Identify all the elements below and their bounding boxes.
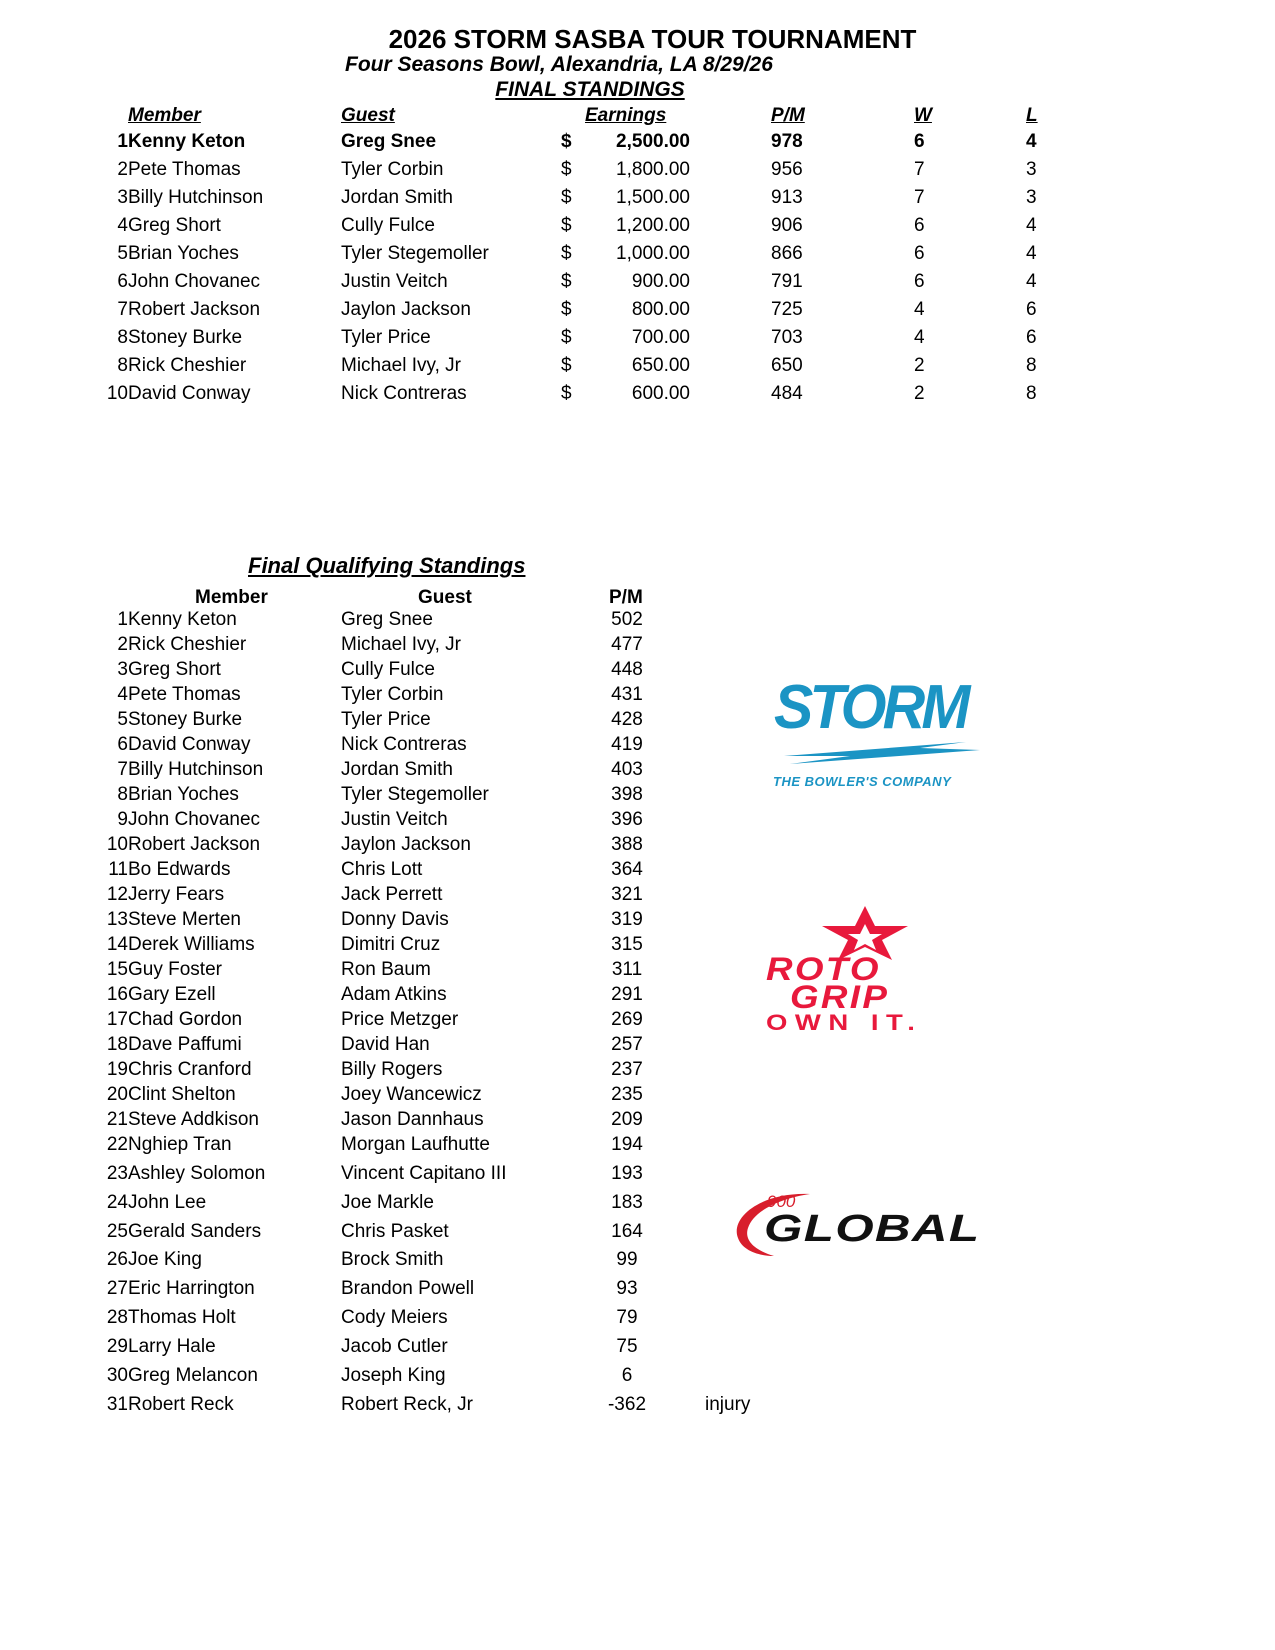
losses-cell: 4 bbox=[1026, 131, 1037, 152]
member-cell: Billy Hutchinson bbox=[128, 187, 264, 208]
list-item bbox=[0, 1009, 1275, 1034]
pm-cell: 403 bbox=[611, 759, 643, 780]
pm-cell: 164 bbox=[611, 1221, 643, 1242]
storm-wordmark: STORM bbox=[774, 673, 967, 742]
member-cell: Gerald Sanders bbox=[128, 1221, 262, 1242]
rotogrip-tagline: OWN IT. bbox=[766, 1010, 923, 1035]
member-cell: Pete Thomas bbox=[128, 684, 241, 705]
pm-cell: 235 bbox=[611, 1084, 643, 1105]
member-cell: Clint Shelton bbox=[128, 1084, 236, 1105]
member-cell: Billy Hutchinson bbox=[128, 759, 264, 780]
pm-cell: 257 bbox=[611, 1034, 643, 1055]
member-cell: Stoney Burke bbox=[128, 327, 243, 348]
rank-cell: 22 bbox=[106, 1134, 128, 1155]
pm-cell: 269 bbox=[611, 1009, 643, 1030]
currency-cell: $ bbox=[561, 355, 572, 376]
member-cell: Greg Melancon bbox=[128, 1365, 258, 1386]
member-cell: Robert Jackson bbox=[128, 834, 261, 855]
table-row bbox=[0, 131, 1275, 159]
list-item bbox=[0, 609, 1275, 634]
list-item bbox=[0, 1034, 1275, 1059]
losses-cell: 4 bbox=[1026, 271, 1037, 292]
guest-cell: Adam Atkins bbox=[341, 984, 447, 1005]
member-cell: Guy Foster bbox=[128, 959, 222, 980]
losses-cell: 3 bbox=[1026, 159, 1037, 180]
member-cell: Gary Ezell bbox=[128, 984, 216, 1005]
currency-cell: $ bbox=[561, 215, 572, 236]
pm-cell: 906 bbox=[771, 215, 803, 236]
list-item bbox=[0, 1109, 1275, 1134]
earnings-cell: 700.00 bbox=[631, 327, 690, 348]
list-item bbox=[0, 1163, 1275, 1188]
guest-cell: Jason Dannhaus bbox=[341, 1109, 484, 1130]
rank-cell: 30 bbox=[106, 1365, 128, 1386]
list-item bbox=[0, 1307, 1275, 1332]
guest-cell: Ron Baum bbox=[341, 959, 431, 980]
list-item bbox=[0, 709, 1275, 734]
currency-cell: $ bbox=[561, 159, 572, 180]
pm-cell: 237 bbox=[611, 1059, 643, 1080]
pm-cell: 703 bbox=[771, 327, 803, 348]
rotogrip-line2: GRIP bbox=[790, 979, 890, 1015]
losses-cell: 4 bbox=[1026, 215, 1037, 236]
pm-cell: 99 bbox=[616, 1249, 638, 1270]
list-item bbox=[0, 759, 1275, 784]
pm-cell: 484 bbox=[771, 383, 803, 404]
earnings-cell: 1,000.00 bbox=[616, 243, 690, 264]
global900-number: 900 bbox=[767, 1192, 796, 1211]
member-cell: Rick Cheshier bbox=[128, 634, 247, 655]
currency-cell: $ bbox=[561, 187, 572, 208]
member-cell: David Conway bbox=[128, 383, 251, 404]
pm-cell: 6 bbox=[621, 1365, 633, 1386]
list-item bbox=[0, 1134, 1275, 1159]
pm-cell: 650 bbox=[771, 355, 803, 376]
member-cell: Jerry Fears bbox=[128, 884, 225, 905]
guest-cell: Michael Ivy, Jr bbox=[341, 355, 462, 376]
table-row bbox=[0, 383, 1275, 411]
rank-cell: 6 bbox=[117, 734, 128, 755]
list-item bbox=[0, 634, 1275, 659]
guest-cell: Chris Pasket bbox=[341, 1221, 449, 1242]
rank-cell: 15 bbox=[106, 959, 128, 980]
pm-cell: 477 bbox=[611, 634, 643, 655]
pm-cell: 364 bbox=[611, 859, 643, 880]
pm-cell: 725 bbox=[771, 299, 803, 320]
qual-column-header-guest: Guest bbox=[418, 587, 472, 608]
guest-cell: Robert Reck, Jr bbox=[341, 1394, 473, 1415]
rank-cell: 10 bbox=[106, 383, 128, 404]
pm-cell: 311 bbox=[611, 959, 643, 980]
pm-cell: 315 bbox=[611, 934, 643, 955]
table-row bbox=[0, 299, 1275, 327]
wins-cell: 6 bbox=[914, 131, 925, 152]
rank-cell: 26 bbox=[106, 1249, 128, 1270]
rank-cell: 16 bbox=[106, 984, 128, 1005]
list-item bbox=[0, 859, 1275, 884]
guest-cell: Jordan Smith bbox=[341, 187, 453, 208]
guest-cell: Tyler Corbin bbox=[341, 684, 444, 705]
rank-cell: 5 bbox=[117, 709, 128, 730]
pm-cell: 956 bbox=[771, 159, 803, 180]
pm-cell: 502 bbox=[611, 609, 643, 630]
page-title: 2026 STORM SASBA TOUR TOURNAMENT bbox=[388, 24, 917, 54]
list-item bbox=[0, 909, 1275, 934]
earnings-cell: 800.00 bbox=[631, 299, 690, 320]
wins-cell: 2 bbox=[914, 383, 925, 404]
member-cell: John Lee bbox=[128, 1192, 207, 1213]
member-cell: Larry Hale bbox=[128, 1336, 216, 1357]
guest-cell: Nick Contreras bbox=[341, 734, 467, 755]
guest-cell: Cody Meiers bbox=[341, 1307, 448, 1328]
guest-cell: Jaylon Jackson bbox=[341, 299, 471, 320]
rank-cell: 19 bbox=[106, 1059, 128, 1080]
rank-cell: 3 bbox=[117, 187, 128, 208]
column-header-member: Member bbox=[128, 105, 201, 126]
guest-cell: Tyler Price bbox=[341, 327, 431, 348]
member-cell: Bo Edwards bbox=[128, 859, 231, 880]
wins-cell: 6 bbox=[914, 215, 925, 236]
member-cell: John Chovanec bbox=[128, 809, 261, 830]
list-item bbox=[0, 784, 1275, 809]
pm-cell: 396 bbox=[611, 809, 643, 830]
list-item bbox=[0, 1278, 1275, 1303]
pm-cell: 419 bbox=[611, 734, 643, 755]
pm-cell: 291 bbox=[611, 984, 643, 1005]
losses-cell: 6 bbox=[1026, 299, 1037, 320]
table-row bbox=[0, 159, 1275, 187]
rank-cell: 9 bbox=[117, 809, 128, 830]
member-cell: Kenny Keton bbox=[128, 131, 246, 152]
list-item bbox=[0, 1192, 1275, 1217]
guest-cell: Tyler Stegemoller bbox=[341, 243, 489, 264]
list-item bbox=[0, 884, 1275, 909]
guest-cell: Brandon Powell bbox=[341, 1278, 475, 1299]
pm-cell: 321 bbox=[611, 884, 643, 905]
guest-cell: Jack Perrett bbox=[341, 884, 443, 905]
rank-cell: 6 bbox=[117, 271, 128, 292]
currency-cell: $ bbox=[561, 327, 572, 348]
list-item bbox=[0, 659, 1275, 684]
pm-cell: 866 bbox=[771, 243, 803, 264]
pm-cell: 319 bbox=[611, 909, 643, 930]
rank-cell: 23 bbox=[106, 1163, 128, 1184]
guest-cell: Nick Contreras bbox=[341, 383, 467, 404]
list-item bbox=[0, 959, 1275, 984]
guest-cell: Jordan Smith bbox=[341, 759, 453, 780]
rank-cell: 20 bbox=[106, 1084, 128, 1105]
rank-cell: 21 bbox=[106, 1109, 128, 1130]
note-cell: injury bbox=[705, 1394, 751, 1415]
rank-cell: 8 bbox=[117, 327, 128, 348]
earnings-cell: 2,500.00 bbox=[616, 131, 690, 152]
earnings-cell: 1,500.00 bbox=[616, 187, 690, 208]
global900-logo bbox=[730, 1190, 1030, 1260]
member-cell: Steve Merten bbox=[128, 909, 241, 930]
rank-cell: 27 bbox=[106, 1278, 128, 1299]
rank-cell: 12 bbox=[106, 884, 128, 905]
rank-cell: 18 bbox=[106, 1034, 128, 1055]
member-cell: David Conway bbox=[128, 734, 251, 755]
earnings-cell: 900.00 bbox=[631, 271, 690, 292]
wins-cell: 4 bbox=[914, 327, 925, 348]
list-item bbox=[0, 984, 1275, 1009]
pm-cell: 428 bbox=[611, 709, 643, 730]
rank-cell: 1 bbox=[117, 131, 128, 152]
table-row bbox=[0, 327, 1275, 355]
currency-cell: $ bbox=[561, 383, 572, 404]
member-cell: Steve Addkison bbox=[128, 1109, 259, 1130]
member-cell: Robert Reck bbox=[128, 1394, 234, 1415]
list-item bbox=[0, 1059, 1275, 1084]
guest-cell: David Han bbox=[341, 1034, 430, 1055]
earnings-cell: 650.00 bbox=[631, 355, 690, 376]
guest-cell: Jacob Cutler bbox=[341, 1336, 448, 1357]
member-cell: Stoney Burke bbox=[128, 709, 243, 730]
rank-cell: 4 bbox=[117, 684, 128, 705]
guest-cell: Cully Fulce bbox=[341, 659, 435, 680]
list-item bbox=[0, 934, 1275, 959]
guest-cell: Donny Davis bbox=[341, 909, 449, 930]
rank-cell: 10 bbox=[106, 834, 128, 855]
guest-cell: Price Metzger bbox=[341, 1009, 459, 1030]
rank-cell: 2 bbox=[117, 159, 128, 180]
column-header-earnings: Earnings bbox=[585, 105, 667, 126]
guest-cell: Morgan Laufhutte bbox=[341, 1134, 490, 1155]
pm-cell: 913 bbox=[771, 187, 803, 208]
rank-cell: 31 bbox=[106, 1394, 128, 1415]
list-item bbox=[0, 834, 1275, 859]
pm-cell: 448 bbox=[611, 659, 643, 680]
rank-cell: 7 bbox=[117, 299, 128, 320]
rank-cell: 24 bbox=[106, 1192, 128, 1213]
guest-cell: Cully Fulce bbox=[341, 215, 435, 236]
pm-cell: 209 bbox=[611, 1109, 643, 1130]
table-row bbox=[0, 355, 1275, 383]
rank-cell: 8 bbox=[117, 784, 128, 805]
rank-cell: 17 bbox=[106, 1009, 128, 1030]
wins-cell: 6 bbox=[914, 243, 925, 264]
column-header-pm: P/M bbox=[771, 105, 805, 126]
list-item bbox=[0, 1365, 1275, 1390]
list-item bbox=[0, 1336, 1275, 1361]
guest-cell: Tyler Corbin bbox=[341, 159, 444, 180]
guest-cell: Tyler Price bbox=[341, 709, 431, 730]
guest-cell: Jaylon Jackson bbox=[341, 834, 471, 855]
rank-cell: 5 bbox=[117, 243, 128, 264]
pm-cell: 93 bbox=[616, 1278, 638, 1299]
earnings-cell: 1,200.00 bbox=[616, 215, 690, 236]
table-row bbox=[0, 215, 1275, 243]
currency-cell: $ bbox=[561, 271, 572, 292]
wins-cell: 7 bbox=[914, 187, 925, 208]
member-cell: Greg Short bbox=[128, 659, 221, 680]
pm-cell: 79 bbox=[616, 1307, 638, 1328]
guest-cell: Greg Snee bbox=[341, 609, 433, 630]
currency-cell: $ bbox=[561, 243, 572, 264]
pm-cell: 75 bbox=[616, 1336, 638, 1357]
currency-cell: $ bbox=[561, 131, 572, 152]
guest-cell: Michael Ivy, Jr bbox=[341, 634, 462, 655]
list-item bbox=[0, 1249, 1275, 1274]
losses-cell: 8 bbox=[1026, 383, 1037, 404]
member-cell: Rick Cheshier bbox=[128, 355, 247, 376]
qual-column-header-member: Member bbox=[195, 587, 268, 608]
pm-cell: 791 bbox=[771, 271, 803, 292]
list-item bbox=[0, 734, 1275, 759]
pm-cell: 193 bbox=[611, 1163, 643, 1184]
guest-cell: Joe Markle bbox=[341, 1192, 434, 1213]
rank-cell: 2 bbox=[117, 634, 128, 655]
member-cell: Chad Gordon bbox=[128, 1009, 243, 1030]
rank-cell: 29 bbox=[106, 1336, 128, 1357]
storm-tagline: THE BOWLER'S COMPANY bbox=[773, 774, 952, 789]
member-cell: Ashley Solomon bbox=[128, 1163, 266, 1184]
pm-cell: 431 bbox=[611, 684, 643, 705]
pm-cell: 194 bbox=[611, 1134, 643, 1155]
guest-cell: Chris Lott bbox=[341, 859, 423, 880]
guest-cell: Brock Smith bbox=[341, 1249, 444, 1270]
guest-cell: Billy Rogers bbox=[341, 1059, 443, 1080]
qualifying-standings-heading: Final Qualifying Standings bbox=[248, 553, 526, 578]
losses-cell: 6 bbox=[1026, 327, 1037, 348]
rank-cell: 25 bbox=[106, 1221, 128, 1242]
member-cell: Brian Yoches bbox=[128, 784, 239, 805]
pm-cell: 183 bbox=[611, 1192, 643, 1213]
currency-cell: $ bbox=[561, 299, 572, 320]
pm-cell: 398 bbox=[611, 784, 643, 805]
wins-cell: 7 bbox=[914, 159, 925, 180]
guest-cell: Greg Snee bbox=[341, 131, 437, 152]
earnings-cell: 1,800.00 bbox=[616, 159, 690, 180]
rank-cell: 28 bbox=[106, 1307, 128, 1328]
storm-logo bbox=[770, 673, 1010, 796]
member-cell: Kenny Keton bbox=[128, 609, 237, 630]
column-header-w: W bbox=[914, 105, 932, 126]
qual-column-header-pm: P/M bbox=[609, 587, 643, 608]
losses-cell: 4 bbox=[1026, 243, 1037, 264]
rank-cell: 1 bbox=[117, 609, 128, 630]
member-cell: Greg Short bbox=[128, 215, 221, 236]
table-row bbox=[0, 187, 1275, 215]
member-cell: Chris Cranford bbox=[128, 1059, 252, 1080]
guest-cell: Justin Veitch bbox=[341, 271, 448, 292]
list-item bbox=[0, 1394, 1275, 1419]
member-cell: John Chovanec bbox=[128, 271, 261, 292]
column-header-guest: Guest bbox=[341, 105, 395, 126]
list-item bbox=[0, 1084, 1275, 1109]
member-cell: Robert Jackson bbox=[128, 299, 261, 320]
rank-cell: 7 bbox=[117, 759, 128, 780]
wins-cell: 6 bbox=[914, 271, 925, 292]
member-cell: Dave Paffumi bbox=[128, 1034, 242, 1055]
rank-cell: 4 bbox=[117, 215, 128, 236]
pm-cell: -362 bbox=[607, 1394, 647, 1415]
venue-date-subtitle: Four Seasons Bowl, Alexandria, LA 8/29/26 bbox=[345, 53, 773, 76]
table-row bbox=[0, 243, 1275, 271]
pm-cell: 388 bbox=[611, 834, 643, 855]
member-cell: Eric Harrington bbox=[128, 1278, 255, 1299]
rotogrip-line1: ROTO bbox=[766, 951, 881, 987]
rank-cell: 8 bbox=[117, 355, 128, 376]
rank-cell: 3 bbox=[117, 659, 128, 680]
rotogrip-logo bbox=[760, 904, 990, 1034]
guest-cell: Joey Wancewicz bbox=[341, 1084, 482, 1105]
member-cell: Nghiep Tran bbox=[128, 1134, 232, 1155]
final-standings-heading: FINAL STANDINGS bbox=[495, 78, 685, 101]
wins-cell: 4 bbox=[914, 299, 925, 320]
member-cell: Joe King bbox=[128, 1249, 202, 1270]
list-item bbox=[0, 1221, 1275, 1246]
global900-wordmark: GLOBAL bbox=[764, 1208, 981, 1250]
guest-cell: Vincent Capitano III bbox=[341, 1163, 507, 1184]
guest-cell: Tyler Stegemoller bbox=[341, 784, 489, 805]
member-cell: Derek Williams bbox=[128, 934, 255, 955]
rank-cell: 11 bbox=[108, 859, 128, 880]
wins-cell: 2 bbox=[914, 355, 925, 376]
guest-cell: Justin Veitch bbox=[341, 809, 448, 830]
earnings-cell: 600.00 bbox=[631, 383, 690, 404]
member-cell: Brian Yoches bbox=[128, 243, 239, 264]
member-cell: Pete Thomas bbox=[128, 159, 241, 180]
member-cell: Thomas Holt bbox=[128, 1307, 236, 1328]
guest-cell: Joseph King bbox=[341, 1365, 446, 1386]
guest-cell: Dimitri Cruz bbox=[341, 934, 441, 955]
table-row bbox=[0, 271, 1275, 299]
pm-cell: 978 bbox=[771, 131, 803, 152]
list-item bbox=[0, 684, 1275, 709]
losses-cell: 3 bbox=[1026, 187, 1037, 208]
column-header-l: L bbox=[1026, 105, 1038, 126]
list-item bbox=[0, 809, 1275, 834]
losses-cell: 8 bbox=[1026, 355, 1037, 376]
rank-cell: 14 bbox=[106, 934, 128, 955]
rank-cell: 13 bbox=[106, 909, 128, 930]
